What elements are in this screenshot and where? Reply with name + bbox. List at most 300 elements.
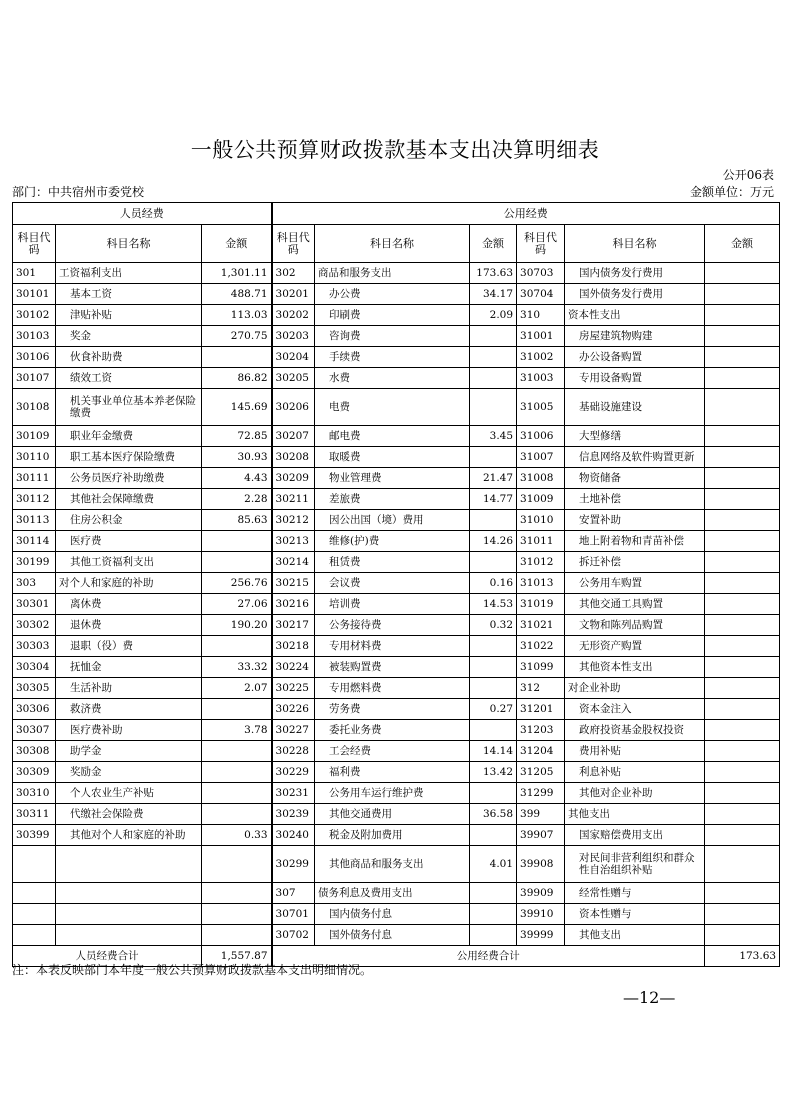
public-amount-cell [705,389,780,426]
personnel-name-cell: 其他工资福利支出 [56,552,202,573]
public-name-cell: 公务用车运行维护费 [315,783,470,804]
table-row [13,510,780,531]
public-code-cell: 31001 [517,326,565,347]
public-name-cell: 取暖费 [315,447,470,468]
page-title: 一般公共预算财政拨款基本支出决算明细表 [190,138,600,162]
public-code-cell: 30227 [272,720,315,741]
personnel-amount-cell: 72.85 [202,426,272,447]
personnel-name-cell [56,904,202,925]
public-amount-cell [470,678,517,699]
public-name-cell: 国家赔偿费用支出 [565,825,705,846]
personnel-code-cell: 30101 [13,284,56,305]
personnel-amount-cell [202,531,272,552]
public-code-cell: 31204 [517,741,565,762]
public-amount-cell [705,615,780,636]
public-name-cell: 其他支出 [565,925,705,946]
public-amount-cell: 173.63 [470,263,517,284]
column-header-amount: 金额 [705,225,780,263]
personnel-name-cell: 其他社会保障缴费 [56,489,202,510]
public-amount-cell [705,699,780,720]
public-name-cell: 印刷费 [315,305,470,326]
public-code-cell: 30299 [272,846,315,883]
personnel-amount-cell: 27.06 [202,594,272,615]
personnel-name-cell: 助学金 [56,741,202,762]
public-name-cell: 其他交通工具购置 [565,594,705,615]
public-code-cell: 30209 [272,468,315,489]
public-amount-cell [470,326,517,347]
public-amount-cell [705,678,780,699]
public-code-cell: 30204 [272,347,315,368]
personnel-amount-cell [202,904,272,925]
public-amount-cell [705,468,780,489]
public-code-cell: 31013 [517,573,565,594]
personnel-code-cell: 30113 [13,510,56,531]
public-code-cell: 30206 [272,389,315,426]
public-amount-cell [705,368,780,389]
public-code-cell: 30216 [272,594,315,615]
public-code-cell: 30218 [272,636,315,657]
public-code-cell: 31008 [517,468,565,489]
public-amount-cell: 2.09 [470,305,517,326]
personnel-code-cell: 303 [13,573,56,594]
personnel-code-cell: 30108 [13,389,56,426]
public-name-cell: 其他对企业补助 [565,783,705,804]
public-amount-cell [705,573,780,594]
public-amount-cell [705,846,780,883]
personnel-code-cell: 30311 [13,804,56,825]
table-row [13,762,780,783]
public-name-cell: 电费 [315,389,470,426]
public-name-cell: 经常性赠与 [565,883,705,904]
personnel-amount-cell [202,741,272,762]
personnel-name-cell: 退休费 [56,615,202,636]
public-amount-cell [470,904,517,925]
personnel-amount-cell: 30.93 [202,447,272,468]
public-name-cell: 公务接待费 [315,615,470,636]
personnel-name-cell: 津贴补贴 [56,305,202,326]
public-code-cell: 30205 [272,368,315,389]
public-code-cell: 31099 [517,657,565,678]
public-amount-cell [705,305,780,326]
public-name-cell: 工会经费 [315,741,470,762]
personnel-code-cell: 30305 [13,678,56,699]
public-name-cell: 会议费 [315,573,470,594]
personnel-amount-cell [202,699,272,720]
personnel-amount-cell [202,636,272,657]
personnel-name-cell: 退职（役）费 [56,636,202,657]
unit-label: 金额单位：万元 [689,185,774,199]
public-code-cell: 30239 [272,804,315,825]
public-name-cell: 其他商品和服务支出 [315,846,470,883]
footnote: 注：本表反映部门本年度一般公共预算财政拨款基本支出明细情况。 [12,963,373,977]
table-row [13,594,780,615]
public-name-cell: 其他交通费用 [315,804,470,825]
column-header-name: 科目名称 [315,225,470,263]
public-amount-cell [470,925,517,946]
public-code-cell: 31299 [517,783,565,804]
public-code-cell: 30213 [272,531,315,552]
public-amount-cell [470,552,517,573]
table-row [13,531,780,552]
personnel-code-cell: 30103 [13,326,56,347]
personnel-name-cell: 医疗费 [56,531,202,552]
table-row [13,368,780,389]
personnel-amount-cell: 85.63 [202,510,272,531]
page-number: —12— [623,988,676,1007]
personnel-code-cell: 30301 [13,594,56,615]
public-amount-cell [705,426,780,447]
public-code-cell: 39908 [517,846,565,883]
table-row [13,552,780,573]
personnel-amount-cell [202,846,272,883]
public-name-cell: 税金及附加费用 [315,825,470,846]
personnel-amount-cell: 145.69 [202,389,272,426]
public-code-cell: 39910 [517,904,565,925]
public-name-cell: 专用设备购置 [565,368,705,389]
personnel-name-cell: 公务员医疗补助缴费 [56,468,202,489]
public-name-cell: 费用补贴 [565,741,705,762]
public-name-cell: 劳务费 [315,699,470,720]
public-name-cell: 其他支出 [565,804,705,825]
public-name-cell: 委托业务费 [315,720,470,741]
personnel-name-cell: 其他对个人和家庭的补助 [56,825,202,846]
personnel-code-cell: 30307 [13,720,56,741]
personnel-code-cell [13,904,56,925]
public-amount-cell: 14.26 [470,531,517,552]
table-row [13,389,780,426]
personnel-code-cell: 30399 [13,825,56,846]
public-amount-cell [470,389,517,426]
personnel-code-cell: 30308 [13,741,56,762]
personnel-amount-cell: 113.03 [202,305,272,326]
public-name-cell: 政府投资基金股权投资 [565,720,705,741]
public-code-cell: 30202 [272,305,315,326]
public-code-cell: 30703 [517,263,565,284]
personnel-name-cell: 救济费 [56,699,202,720]
public-name-cell: 文物和陈列品购置 [565,615,705,636]
public-code-cell: 31002 [517,347,565,368]
public-code-cell: 31003 [517,368,565,389]
personnel-amount-cell: 488.71 [202,284,272,305]
table-row [13,636,780,657]
public-code-cell: 39999 [517,925,565,946]
public-name-cell: 利息补贴 [565,762,705,783]
personnel-name-cell: 职业年金缴费 [56,426,202,447]
public-code-cell: 31007 [517,447,565,468]
column-header-name: 科目名称 [565,225,705,263]
public-amount-cell [470,447,517,468]
personnel-name-cell: 工资福利支出 [56,263,202,284]
personnel-amount-cell: 86.82 [202,368,272,389]
personnel-amount-cell [202,804,272,825]
personnel-total-label: 人员经费合计 [13,946,202,967]
public-amount-cell [705,925,780,946]
public-amount-cell [705,510,780,531]
public-name-cell: 债务利息及费用支出 [315,883,470,904]
public-code-cell: 39907 [517,825,565,846]
public-amount-cell [705,720,780,741]
public-name-cell: 大型修缮 [565,426,705,447]
public-code-cell: 310 [517,305,565,326]
public-name-cell: 培训费 [315,594,470,615]
table-row [13,489,780,510]
public-name-cell: 资本性赠与 [565,904,705,925]
public-amount-cell: 14.77 [470,489,517,510]
public-code-cell: 30203 [272,326,315,347]
public-code-cell: 31019 [517,594,565,615]
public-amount-cell [705,284,780,305]
public-code-cell: 30226 [272,699,315,720]
public-code-cell: 31010 [517,510,565,531]
table-row [13,347,780,368]
public-amount-cell: 0.27 [470,699,517,720]
column-header-name: 科目名称 [56,225,202,263]
public-code-cell: 30224 [272,657,315,678]
public-amount-cell: 34.17 [470,284,517,305]
public-amount-cell: 14.53 [470,594,517,615]
public-amount-cell [470,825,517,846]
public-code-cell: 31205 [517,762,565,783]
public-amount-cell: 36.58 [470,804,517,825]
public-name-cell: 水费 [315,368,470,389]
personnel-name-cell: 住房公积金 [56,510,202,531]
personnel-amount-cell: 3.78 [202,720,272,741]
personnel-code-cell: 30303 [13,636,56,657]
department-label: 部门：中共宿州市委党校 [12,185,145,199]
public-amount-cell [705,347,780,368]
form-number: 公开06表 [722,168,774,182]
public-code-cell: 30217 [272,615,315,636]
public-name-cell: 物业管理费 [315,468,470,489]
personnel-code-cell: 30304 [13,657,56,678]
public-name-cell: 国内债务发行费用 [565,263,705,284]
public-name-cell: 专用燃料费 [315,678,470,699]
personnel-code-cell: 30110 [13,447,56,468]
public-name-cell: 国外债务付息 [315,925,470,946]
public-amount-cell [705,263,780,284]
public-name-cell: 被装购置费 [315,657,470,678]
personnel-code-cell [13,925,56,946]
public-code-cell: 30225 [272,678,315,699]
public-name-cell: 办公费 [315,284,470,305]
public-name-cell: 咨询费 [315,326,470,347]
public-code-cell: 30229 [272,762,315,783]
public-code-cell: 302 [272,263,315,284]
public-code-cell: 312 [517,678,565,699]
public-name-cell: 邮电费 [315,426,470,447]
personnel-code-cell: 30114 [13,531,56,552]
table-row [13,925,780,946]
public-name-cell: 手续费 [315,347,470,368]
personnel-name-cell [56,846,202,883]
public-amount-cell [705,783,780,804]
personnel-code-cell: 30102 [13,305,56,326]
public-code-cell: 30701 [272,904,315,925]
public-name-cell: 基础设施建设 [565,389,705,426]
table-row [13,883,780,904]
column-header-amount: 金额 [202,225,272,263]
table-row [13,426,780,447]
personnel-name-cell: 个人农业生产补贴 [56,783,202,804]
personnel-name-cell [56,883,202,904]
public-code-cell: 30215 [272,573,315,594]
personnel-amount-cell: 2.28 [202,489,272,510]
personnel-code-cell [13,846,56,883]
public-amount-cell [705,657,780,678]
public-amount-cell [705,594,780,615]
public-amount-cell [705,762,780,783]
personnel-name-cell: 职工基本医疗保险缴费 [56,447,202,468]
personnel-code-cell: 30106 [13,347,56,368]
personnel-amount-cell: 190.20 [202,615,272,636]
table-row [13,657,780,678]
public-name-cell: 国内债务付息 [315,904,470,925]
table-row [13,904,780,925]
public-name-cell: 租赁费 [315,552,470,573]
public-code-cell: 31021 [517,615,565,636]
public-code-cell: 31012 [517,552,565,573]
personnel-name-cell: 抚恤金 [56,657,202,678]
personnel-name-cell: 代缴社会保险费 [56,804,202,825]
public-amount-cell: 14.14 [470,741,517,762]
public-amount-cell [705,552,780,573]
table-row [13,263,780,284]
public-code-cell: 30214 [272,552,315,573]
public-amount-cell [470,720,517,741]
expense-detail-table [12,202,780,967]
personnel-code-cell: 30112 [13,489,56,510]
personnel-amount-cell [202,883,272,904]
personnel-name-cell: 医疗费补助 [56,720,202,741]
public-name-cell: 安置补助 [565,510,705,531]
public-name-cell: 信息网络及软件购置更新 [565,447,705,468]
public-amount-cell [470,368,517,389]
table-row [13,468,780,489]
table-row [13,678,780,699]
public-amount-cell: 4.01 [470,846,517,883]
personnel-amount-cell [202,925,272,946]
public-amount-cell [470,883,517,904]
personnel-code-cell: 30199 [13,552,56,573]
public-code-cell: 30211 [272,489,315,510]
personnel-name-cell: 对个人和家庭的补助 [56,573,202,594]
public-name-cell: 无形资产购置 [565,636,705,657]
public-amount-cell: 13.42 [470,762,517,783]
table-row [13,804,780,825]
personnel-code-cell: 30109 [13,426,56,447]
public-name-cell: 其他资本性支出 [565,657,705,678]
table-row [13,741,780,762]
personnel-code-cell: 30111 [13,468,56,489]
public-amount-cell [705,326,780,347]
column-header-code: 科目代码 [517,225,565,263]
public-amount-cell [705,741,780,762]
public-total-label: 公用经费合计 [272,946,705,967]
personnel-amount-cell: 33.32 [202,657,272,678]
table-row [13,846,780,883]
table-row [13,447,780,468]
public-amount-cell [705,883,780,904]
public-amount-cell: 0.32 [470,615,517,636]
public-amount-cell [470,783,517,804]
public-amount-cell [705,531,780,552]
public-name-cell: 资本性支出 [565,305,705,326]
public-total-amount: 173.63 [705,946,780,967]
column-header-code: 科目代码 [13,225,56,263]
public-amount-cell [705,489,780,510]
public-amount-cell [470,347,517,368]
personnel-amount-cell: 256.76 [202,573,272,594]
table-row [13,783,780,804]
personnel-code-cell: 30107 [13,368,56,389]
public-code-cell: 31009 [517,489,565,510]
personnel-name-cell [56,925,202,946]
public-code-cell: 30208 [272,447,315,468]
public-amount-cell [705,825,780,846]
public-code-cell: 31203 [517,720,565,741]
public-code-cell: 30201 [272,284,315,305]
table-row [13,573,780,594]
column-header-amount: 金额 [470,225,517,263]
public-amount-cell [705,904,780,925]
public-code-cell: 30704 [517,284,565,305]
personnel-code-cell: 30310 [13,783,56,804]
public-code-cell: 30212 [272,510,315,531]
public-name-cell: 土地补偿 [565,489,705,510]
public-amount-cell: 3.45 [470,426,517,447]
personnel-header: 人员经费 [13,203,272,225]
public-code-cell: 30228 [272,741,315,762]
table-row [13,615,780,636]
public-name-cell: 资本金注入 [565,699,705,720]
public-name-cell: 房屋建筑物购建 [565,326,705,347]
personnel-name-cell: 绩效工资 [56,368,202,389]
public-name-cell: 商品和服务支出 [315,263,470,284]
public-code-cell: 30240 [272,825,315,846]
personnel-name-cell: 伙食补助费 [56,347,202,368]
personnel-amount-cell [202,783,272,804]
personnel-code-cell: 30309 [13,762,56,783]
public-amount-cell [705,804,780,825]
public-amount-cell [705,447,780,468]
personnel-name-cell: 基本工资 [56,284,202,305]
public-code-cell: 31006 [517,426,565,447]
personnel-amount-cell: 1,301.11 [202,263,272,284]
public-name-cell: 国外债务发行费用 [565,284,705,305]
column-header-code: 科目代码 [272,225,315,263]
personnel-name-cell: 奖励金 [56,762,202,783]
public-name-cell: 对民间非营利组织和群众性自治组织补贴 [565,846,705,883]
public-code-cell: 30231 [272,783,315,804]
public-code-cell: 399 [517,804,565,825]
public-code-cell: 31201 [517,699,565,720]
table-row [13,825,780,846]
public-code-cell: 31011 [517,531,565,552]
personnel-code-cell [13,883,56,904]
table-row [13,284,780,305]
personnel-amount-cell [202,762,272,783]
personnel-amount-cell [202,347,272,368]
public-amount-cell [470,510,517,531]
public-name-cell: 公务用车购置 [565,573,705,594]
public-code-cell: 31005 [517,389,565,426]
public-code-cell: 307 [272,883,315,904]
personnel-code-cell: 301 [13,263,56,284]
public-code-cell: 30207 [272,426,315,447]
public-name-cell: 拆迁补偿 [565,552,705,573]
table-row [13,699,780,720]
public-code-cell: 31022 [517,636,565,657]
